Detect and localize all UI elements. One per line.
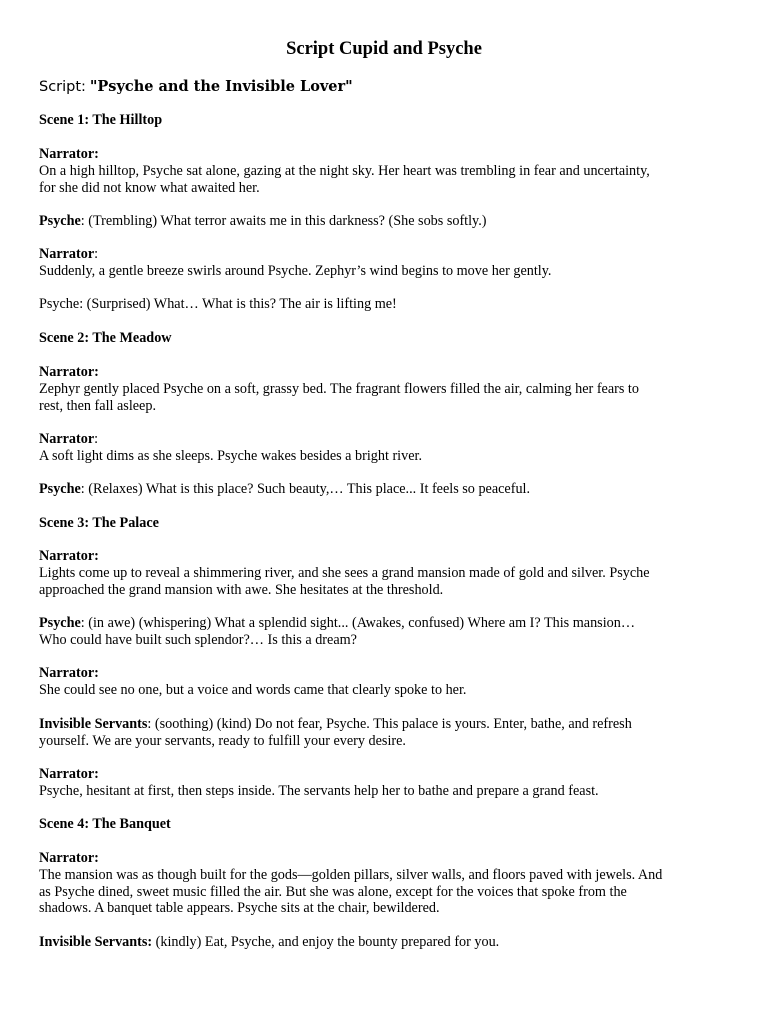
speaker-label: Psyche bbox=[39, 615, 81, 631]
scene-1-psyche-1 bbox=[39, 213, 731, 230]
dialogue-line: The mansion was as though built for the gods—golden pillars, silver walls, and floors paved with jewels. And bbox=[39, 866, 663, 883]
dialogue-text: : (Trembling) What terror awaits me in this darkness? (She sobs softly.) bbox=[80, 213, 487, 229]
scene-2-narrator-2 bbox=[39, 431, 731, 465]
speaker-label: Psyche bbox=[39, 213, 81, 229]
speaker-label: Invisible Servants: bbox=[39, 934, 153, 950]
scene-3-invisible-servants bbox=[39, 716, 731, 750]
scene-4-narrator-1 bbox=[39, 850, 731, 917]
scene-3-narrator-3 bbox=[39, 766, 731, 800]
scene-3-heading: Scene 3: The Palace bbox=[39, 515, 159, 531]
scene-1-narrator-1 bbox=[39, 146, 731, 196]
speaker-label: Narrator: bbox=[39, 364, 99, 380]
scene-2-psyche bbox=[39, 481, 731, 498]
dialogue-line: Who could have built such splendor?… Is this a dream? bbox=[39, 631, 357, 648]
scene-3-narrator-2 bbox=[39, 665, 731, 699]
document-title: Script Cupid and Psyche bbox=[286, 39, 482, 59]
dialogue-text: : (in awe) (whispering) What a splendid sight... (Awakes, confused) Where am I? This mansion… bbox=[80, 615, 636, 631]
dialogue-line: A soft light dims as she sleeps. Psyche wakes besides a bright river. bbox=[39, 447, 423, 464]
dialogue-line: for she did not know what awaited her. bbox=[39, 179, 260, 196]
speaker-label: Narrator bbox=[39, 431, 95, 447]
dialogue-line: as Psyche dined, sweet music filled the air. But she was alone, except for the voices that spoke from the bbox=[39, 883, 627, 900]
dialogue-line: yourself. We are your servants, ready to fulfill your every desire. bbox=[39, 732, 406, 749]
scene-1-heading: Scene 1: The Hilltop bbox=[39, 112, 163, 128]
scene-1-narrator-2 bbox=[39, 246, 731, 280]
speaker-label: Narrator: bbox=[39, 766, 99, 782]
speaker-colon: : bbox=[94, 431, 99, 447]
scene-1-psyche-2: Psyche: (Surprised) What… What is this? The air is lifting me! bbox=[39, 296, 397, 312]
scene-4-heading: Scene 4: The Banquet bbox=[39, 816, 171, 832]
speaker-label: Narrator: bbox=[39, 548, 99, 564]
scene-3-psyche bbox=[39, 615, 731, 649]
speaker-label: Invisible Servants bbox=[39, 716, 148, 732]
speaker-label: Narrator: bbox=[39, 665, 99, 681]
scene-2-narrator-1 bbox=[39, 364, 731, 414]
dialogue-line: approached the grand mansion with awe. She hesitates at the threshold. bbox=[39, 581, 444, 598]
speaker-label: Psyche bbox=[39, 481, 81, 497]
dialogue-text: : (soothing) (kind) Do not fear, Psyche. This palace is yours. Enter, bathe, and refresh bbox=[147, 716, 632, 732]
dialogue-text: : (Relaxes) What is this place? Such beauty,… This place... It feels so peaceful. bbox=[80, 481, 531, 497]
scene-4-invisible-servants bbox=[39, 934, 731, 951]
dialogue-line: Lights come up to reveal a shimmering river, and she sees a grand mansion made of gold and silver. Psyche bbox=[39, 564, 650, 581]
speaker-label: Narrator: bbox=[39, 146, 99, 162]
dialogue-line: Psyche, hesitant at first, then steps inside. The servants help her to bathe and prepare a grand feast. bbox=[39, 782, 599, 799]
scene-3-narrator-1 bbox=[39, 548, 731, 598]
script-subtitle bbox=[39, 77, 353, 97]
dialogue-line: shadows. A banquet table appears. Psyche sits at the chair, bewildered. bbox=[39, 900, 440, 917]
dialogue-line: rest, then fall asleep. bbox=[39, 397, 156, 414]
subtitle-play-name: "Psyche and the Invisible Lover" bbox=[89, 78, 353, 95]
dialogue-line: On a high hilltop, Psyche sat alone, gazing at the night sky. Her heart was trembling in fear and uncertainty, bbox=[39, 162, 650, 179]
dialogue-line: Suddenly, a gentle breeze swirls around Psyche. Zephyr’s wind begins to move her gently. bbox=[39, 262, 552, 279]
dialogue-text: (kindly) Eat, Psyche, and enjoy the bounty prepared for you. bbox=[152, 934, 500, 950]
dialogue-line: She could see no one, but a voice and words came that clearly spoke to her. bbox=[39, 681, 467, 698]
speaker-label: Narrator: bbox=[39, 850, 99, 866]
scene-2-heading: Scene 2: The Meadow bbox=[39, 330, 172, 346]
dialogue-line: Zephyr gently placed Psyche on a soft, grassy bed. The fragrant flowers filled the air, calming her fears to bbox=[39, 380, 639, 397]
speaker-colon: : bbox=[94, 246, 99, 262]
subtitle-prefix: Script: bbox=[39, 79, 86, 95]
speaker-label: Narrator bbox=[39, 246, 95, 262]
